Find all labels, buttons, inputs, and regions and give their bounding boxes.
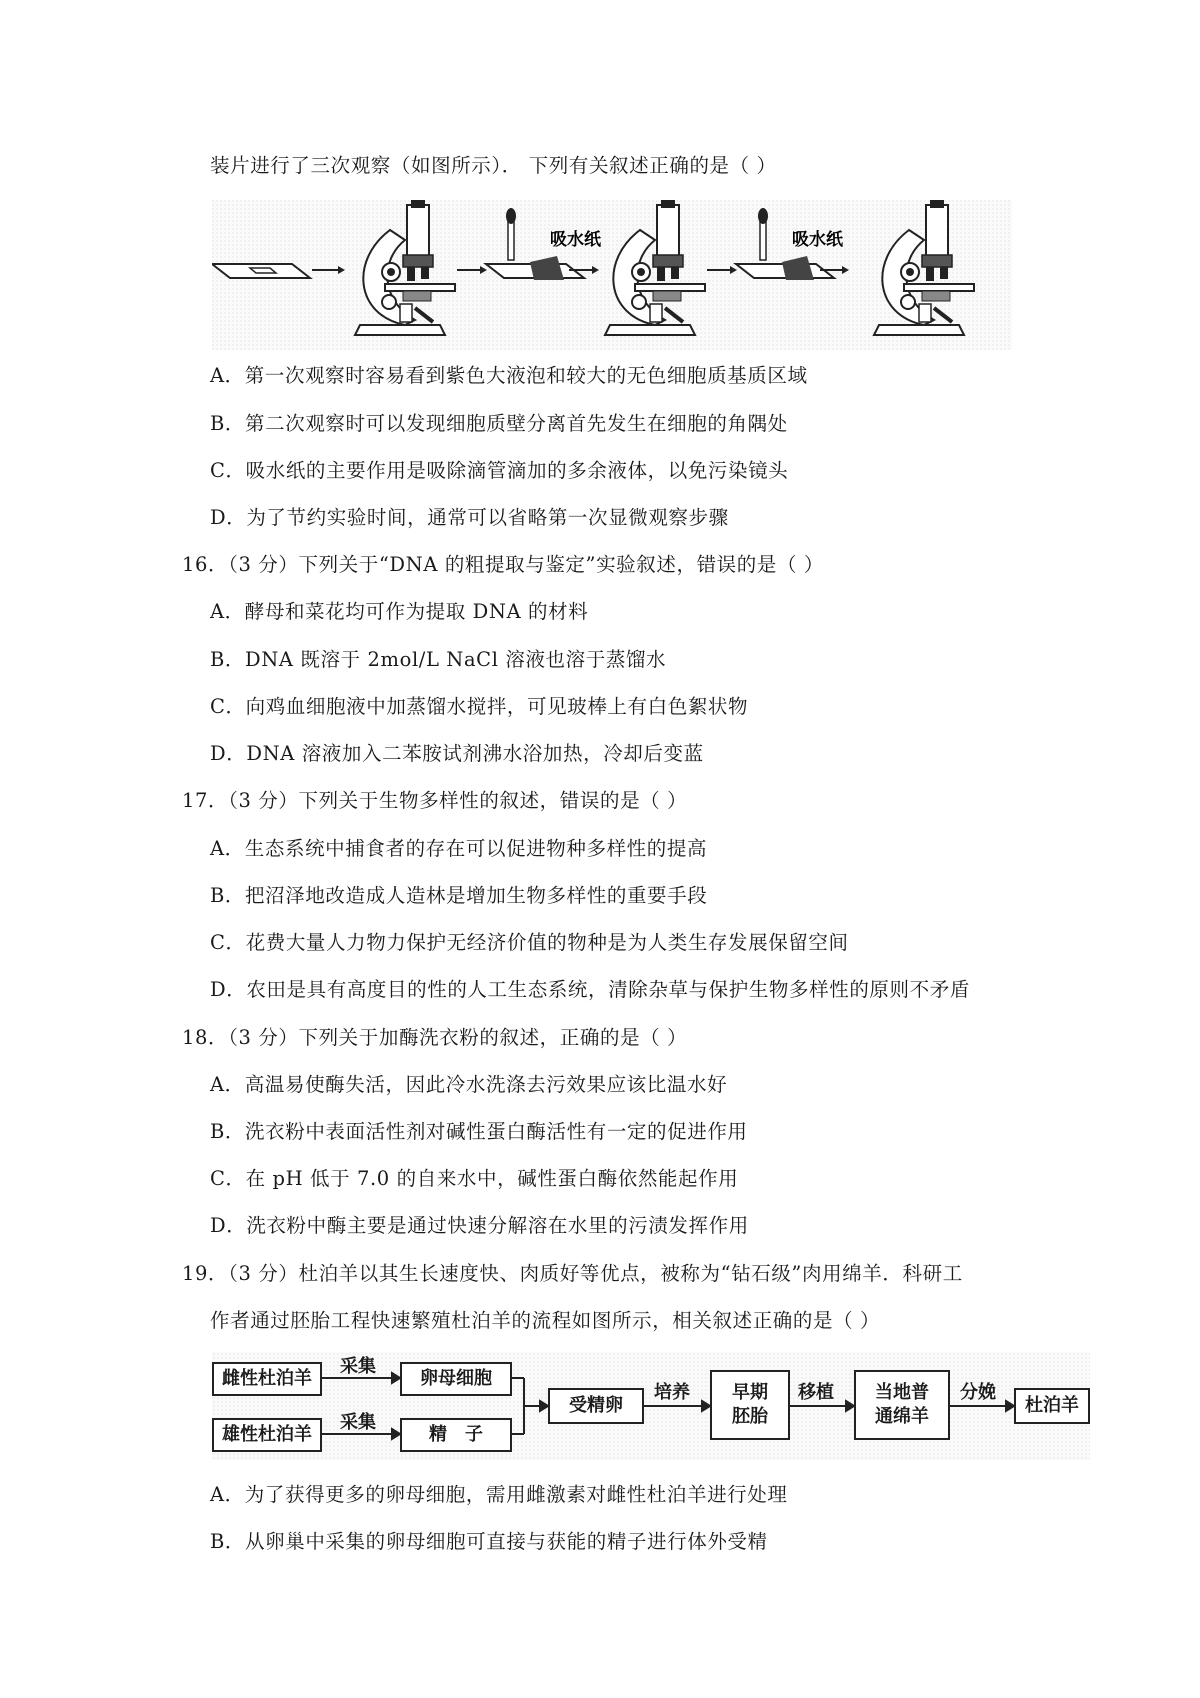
culture-label: 培养 [654,1382,690,1403]
microscope-figure [212,200,1012,350]
transplant-label: 移植 [798,1382,834,1403]
q17-option-a: A．生态系统中捕食者的存在可以促进物种多样性的提高 [210,837,708,860]
q16-option-c: C．向鸡血细胞液中加蒸馏水搅拌，可见玻棒上有白色絮状物 [210,695,749,718]
q19-option-b: B．从卵巢中采集的卵母细胞可直接与获能的精子进行体外受精 [210,1530,768,1553]
oocyte-box: 卵母细胞 [400,1362,512,1396]
question-15-stem-tail: 装片进行了三次观察（如图所示）． 下列有关叙述正确的是（ ） [210,154,777,177]
male-sheep-box: 雄性杜泊羊 [212,1418,322,1452]
local-sheep-line-2: 通绵羊 [875,1406,929,1427]
q19-option-a: A．为了获得更多的卵母细胞，需用雌激素对雌性杜泊羊进行处理 [210,1483,788,1506]
q17-option-d: D．农田是具有高度目的性的人工生态系统，清除杂草与保护生物多样性的原则不矛盾 [210,978,970,1001]
q16-option-a: A．酵母和菜花均可作为提取 DNA 的材料 [210,600,589,623]
early-embryo-line-1: 早期 [732,1382,768,1403]
q16-option-b: B．DNA 既溶于 2mol/L NaCl 溶液也溶于蒸馏水 [210,648,667,671]
q19-stem-line-1: 19．（3 分）杜泊羊以其生长速度快、肉质好等优点，被称为“钻石级”肉用绵羊．科研工 [182,1262,963,1285]
local-sheep-box [854,1370,950,1440]
collect-label-1: 采集 [340,1356,376,1377]
q16-option-d: D．DNA 溶液加入二苯胺试剂沸水浴加热，冷却后变蓝 [210,742,704,765]
q17-option-b: B．把沼泽地改造成人造林是增加生物多样性的重要手段 [210,884,708,907]
q15-option-b: B．第二次观察时可以发现细胞质壁分离首先发生在细胞的角隅处 [210,412,788,435]
female-sheep-box: 雌性杜泊羊 [212,1362,322,1396]
early-embryo-box [710,1370,790,1440]
dorper-sheep-box: 杜泊羊 [1014,1388,1090,1424]
q15-option-d: D．为了节约实验时间，通常可以省略第一次显微观察步骤 [210,506,729,529]
q18-option-b: B．洗衣粉中表面活性剂对碱性蛋白酶活性有一定的促进作用 [210,1120,748,1143]
q15-option-a: A．第一次观察时容易看到紫色大液泡和较大的无色细胞质基质区域 [210,364,808,387]
sperm-box: 精 子 [400,1418,512,1452]
fertilized-egg-box: 受精卵 [548,1388,644,1424]
q17-stem: 17．（3 分）下列关于生物多样性的叙述，错误的是（ ） [182,789,688,812]
blotting-paper-label-2: 吸水纸 [792,230,843,250]
collect-label-2: 采集 [340,1412,376,1433]
q16-stem: 16．（3 分）下列关于“DNA 的粗提取与鉴定”实验叙述，错误的是（ ） [182,553,824,576]
q15-option-c: C．吸水纸的主要作用是吸除滴管滴加的多余液体，以免污染镜头 [210,459,789,482]
slide-1 [212,264,310,278]
q18-stem: 18．（3 分）下列关于加酶洗衣粉的叙述，正确的是（ ） [182,1026,688,1049]
local-sheep-line-1: 当地普 [875,1382,929,1403]
flowchart [212,1352,1090,1460]
blotting-paper-label-1: 吸水纸 [550,230,601,250]
q17-option-c: C．花费大量人力物力保护无经济价值的物种是为人类生存发展保留空间 [210,931,849,954]
q19-stem-line-2: 作者通过胚胎工程快速繁殖杜泊羊的流程如图所示，相关叙述正确的是（ ） [210,1309,881,1332]
birth-label: 分娩 [960,1382,996,1403]
early-embryo-line-2: 胚胎 [732,1406,768,1427]
q18-option-d: D．洗衣粉中酶主要是通过快速分解溶在水里的污渍发挥作用 [210,1214,749,1237]
q18-option-c: C．在 pH 低于 7.0 的自来水中，碱性蛋白酶依然能起作用 [210,1167,739,1190]
q18-option-a: A．高温易使酶失活，因此冷水洗涤去污效果应该比温水好 [210,1073,728,1096]
